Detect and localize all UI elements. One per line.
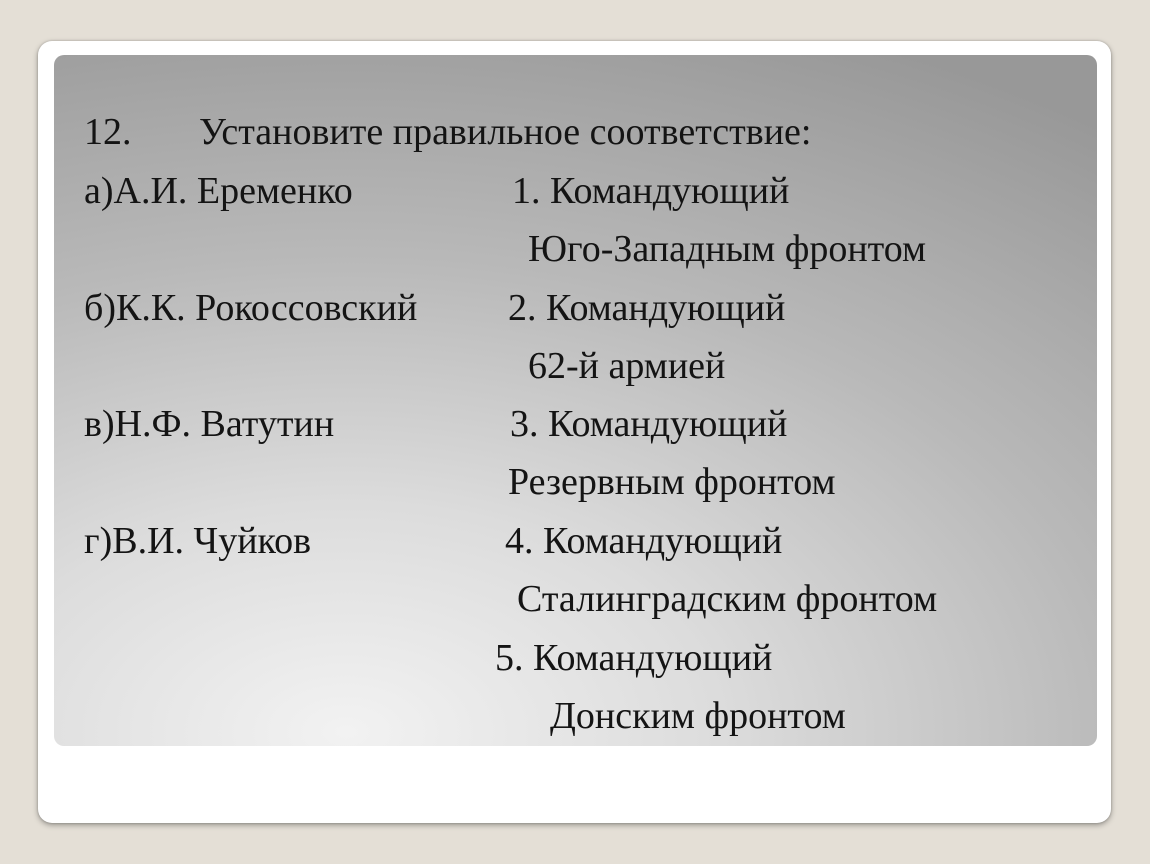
left-item-b: б)К.К. Рокоссовский <box>84 287 418 329</box>
right-item-3-detail: Резервным фронтом <box>508 461 836 503</box>
right-item-2-detail: 62-й армией <box>528 345 726 387</box>
right-item-2-title: 2. Командующий <box>508 287 786 329</box>
question-number: 12. <box>84 111 132 153</box>
right-item-1-detail: Юго-Западным фронтом <box>528 228 927 270</box>
right-item-4-title: 4. Командующий <box>505 520 783 562</box>
right-item-5-title: 5. Командующий <box>495 637 773 679</box>
left-item-v: в)Н.Ф. Ватутин <box>84 403 335 445</box>
right-item-1-title: 1. Командующий <box>512 170 790 212</box>
question-prompt: Установите правильное соответствие: <box>199 111 812 153</box>
right-item-3-title: 3. Командующий <box>510 403 788 445</box>
right-item-5-detail: Донским фронтом <box>550 695 846 737</box>
right-item-4-detail: Сталинградским фронтом <box>517 578 938 620</box>
left-item-a: а)А.И. Еременко <box>84 170 353 212</box>
left-item-g: г)В.И. Чуйков <box>84 520 312 562</box>
content-panel <box>54 55 1097 746</box>
